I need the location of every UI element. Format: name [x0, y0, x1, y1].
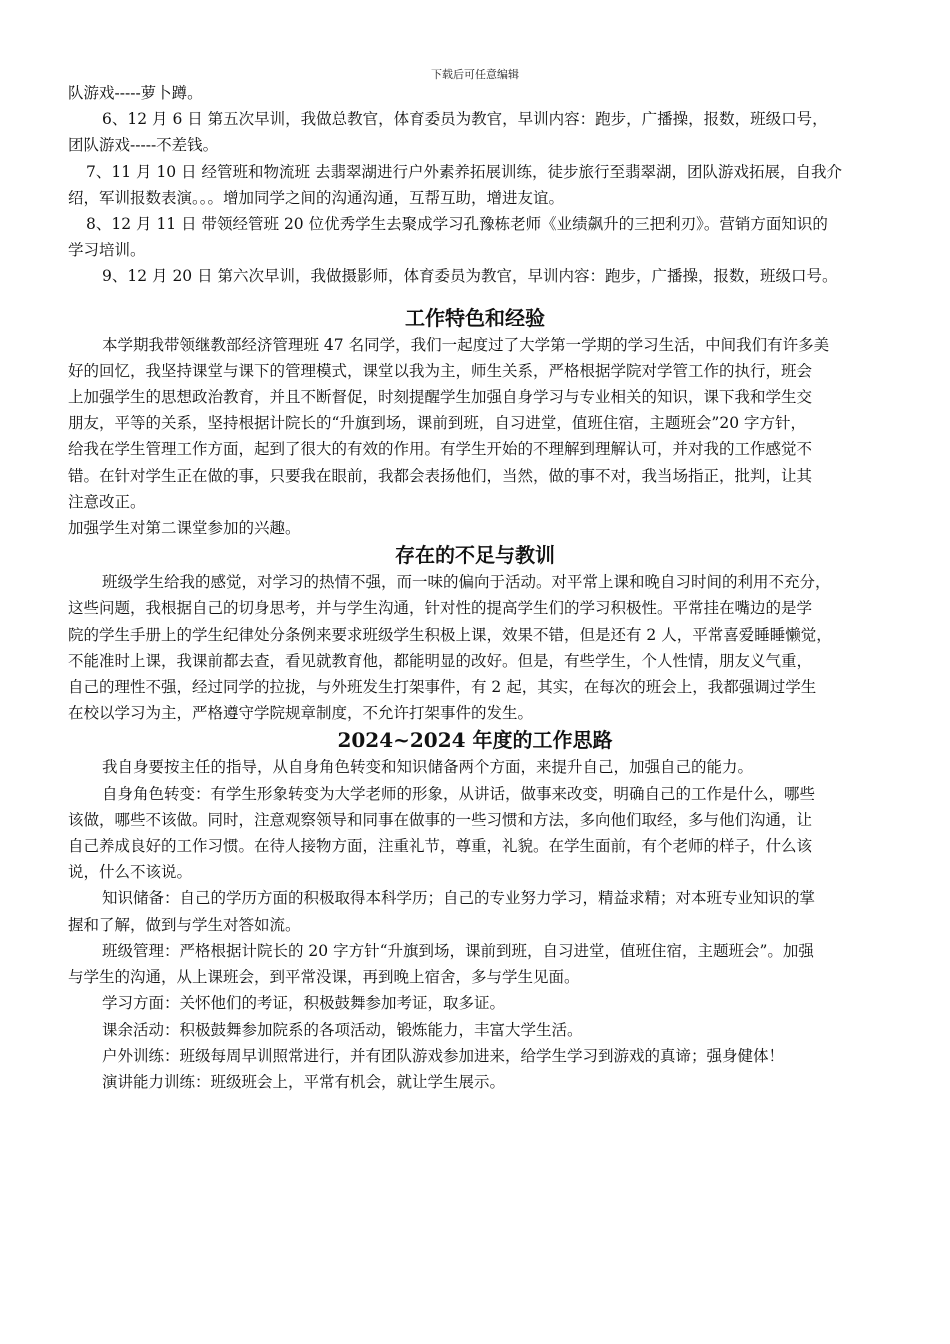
list-item: 队游戏-----萝卜蹲。	[68, 84, 203, 102]
section-features-body	[68, 332, 882, 542]
paragraph-line: 注意改正。	[68, 492, 146, 511]
section-title-work-plan: 2024~2024 年度的工作思路	[337, 728, 613, 753]
paragraph-line: 本学期我带领继教部经济管理班 47 名同学，我们一起度过了大学第一学期的学习生活，中间我们有许多美	[102, 335, 830, 354]
paragraph-line: 说，什么不该说。	[68, 863, 193, 882]
paragraph-line: 加强学生对第二课堂参加的兴趣。	[68, 519, 301, 538]
paragraph-line: 自己的理性不强，经过同学的拉拢，与外班发生打架事件，有 2 起，其实，在每次的班会上，我都强调过学生	[68, 678, 817, 697]
paragraph-line: 错。在针对学生正在做的事，只要我在眼前，我都会表扬他们，当然，做的事不对，我当场指正，批判，让其	[68, 466, 813, 485]
paragraph-line: 院的学生手册上的学生纪律处分条例来要求班级学生积极上课，效果不错，但是还有 2 人，平常喜爱睡睡懒觉，	[68, 625, 832, 644]
list-item: 学习培训。	[68, 241, 146, 260]
paragraph-line: 演讲能力训练：班级班会上，平常有机会，就让学生展示。	[102, 1072, 506, 1091]
list-item: 团队游戏-----不差钱。	[68, 136, 219, 155]
activity-list	[68, 80, 882, 290]
list-item: 6、12 月 6 日 第五次早训，我做总教官，体育委员为教官，早训内容：跑步，广播操，报数，班级口号，	[102, 110, 828, 129]
paragraph-line: 握和了解，做到与学生对答如流。	[68, 915, 301, 934]
list-item: 8、12 月 11 日 带领经管班 20 位优秀学生去聚成学习孔豫栋老师《业绩飙升的三把利刃》。营销方面知识的	[86, 215, 828, 234]
paragraph-line: 朋友，平等的关系，坚持根据计院长的“升旗到场，课前到班，自习进堂，值班住宿，主题班会”20 字方针，	[68, 414, 807, 433]
paragraph-line: 我自身要按主任的指导，从自身角色转变和知识储备两个方面，来提升自己，加强自己的能力。	[102, 758, 754, 777]
paragraph-line: 自身角色转变：有学生形象转变为大学老师的形象，从讲话，做事来改变，明确自己的工作是什么，哪些	[102, 784, 816, 803]
paragraph-line: 自己养成良好的工作习惯。在待人接物方面，注重礼节，尊重，礼貌。在学生面前，有个老师的样子，什么该	[68, 837, 813, 856]
page-header-note: 下载后可任意编辑	[431, 68, 519, 81]
list-item: 绍，军训报数表演。。。增加同学之间的沟通沟通，互帮互助，增进友谊。	[68, 188, 565, 207]
paragraph-line: 知识储备：自己的学历方面的积极取得本科学历；自己的专业努力学习，精益求精；对本班专业知识的掌	[102, 889, 816, 908]
paragraph-line: 给我在学生管理工作方面，起到了很大的有效的作用。有学生开始的不理解到理解认可，并对我的工作感觉不	[68, 440, 813, 459]
section-shortcomings-body	[68, 569, 882, 726]
document-body	[68, 80, 882, 1095]
paragraph-line: 上加强学生的思想政治教育，并且不断督促，时刻提醒学生加强自身学习与专业相关的知识，课下我和学生交	[68, 388, 813, 407]
paragraph-line: 这些问题，我根据自己的切身思考，并与学生沟通，针对性的提高学生们的学习积极性。平常挂在嘴边的是学	[68, 599, 813, 618]
paragraph-line: 课余活动：积极鼓舞参加院系的各项活动，锻炼能力，丰富大学生活。	[102, 1020, 583, 1039]
section-work-plan-body	[68, 754, 882, 1095]
paragraph-line: 班级学生给我的感觉，对学习的热情不强，而一味的偏向于活动。对平常上课和晚自习时间的利用不充分，	[102, 573, 831, 592]
paragraph-line: 好的回忆，我坚持课堂与课下的管理模式，课堂以我为主，师生关系，严格根据学院对学管工作的执行，班会	[68, 361, 813, 380]
section-title-features: 工作特色和经验	[405, 305, 545, 330]
paragraph-line: 班级管理：严格根据计院长的 20 字方针“升旗到场，课前到班，自习进堂，值班住宿，主题班会”。加强	[102, 941, 814, 960]
paragraph-line: 在校以学习为主，严格遵守学院规章制度，不允许打架事件的发生。	[68, 704, 534, 723]
paragraph-line: 该做，哪些不该做。同时，注意观察领导和同事在做事的一些习惯和方法，多向他们取经，多与他们沟通，让	[68, 810, 813, 829]
list-item: 7、11 月 10 日 经管班和物流班 去翡翠湖进行户外素养拓展训练，徒步旅行至翡翠湖，团队游戏拓展，自我介	[86, 162, 842, 181]
paragraph-line: 学习方面：关怀他们的考证，积极鼓舞参加考证，取多证。	[102, 994, 506, 1013]
paragraph-line: 户外训练：班级每周早训照常进行，并有团队游戏参加进来，给学生学习到游戏的真谛；强身健体！	[102, 1046, 785, 1065]
section-title-shortcomings: 存在的不足与教训	[395, 543, 555, 568]
list-item: 9、12 月 20 日 第六次早训，我做摄影师，体育委员为教官，早训内容：跑步，广播操，报数，班级口号。	[102, 267, 838, 286]
paragraph-line: 与学生的沟通，从上课班会，到平常没课，再到晚上宿舍，多与学生见面。	[68, 968, 580, 987]
paragraph-line: 不能准时上课，我课前都去查，看见就教育他，都能明显的改好。但是，有些学生，个人性情，朋友义气重，	[68, 651, 813, 670]
